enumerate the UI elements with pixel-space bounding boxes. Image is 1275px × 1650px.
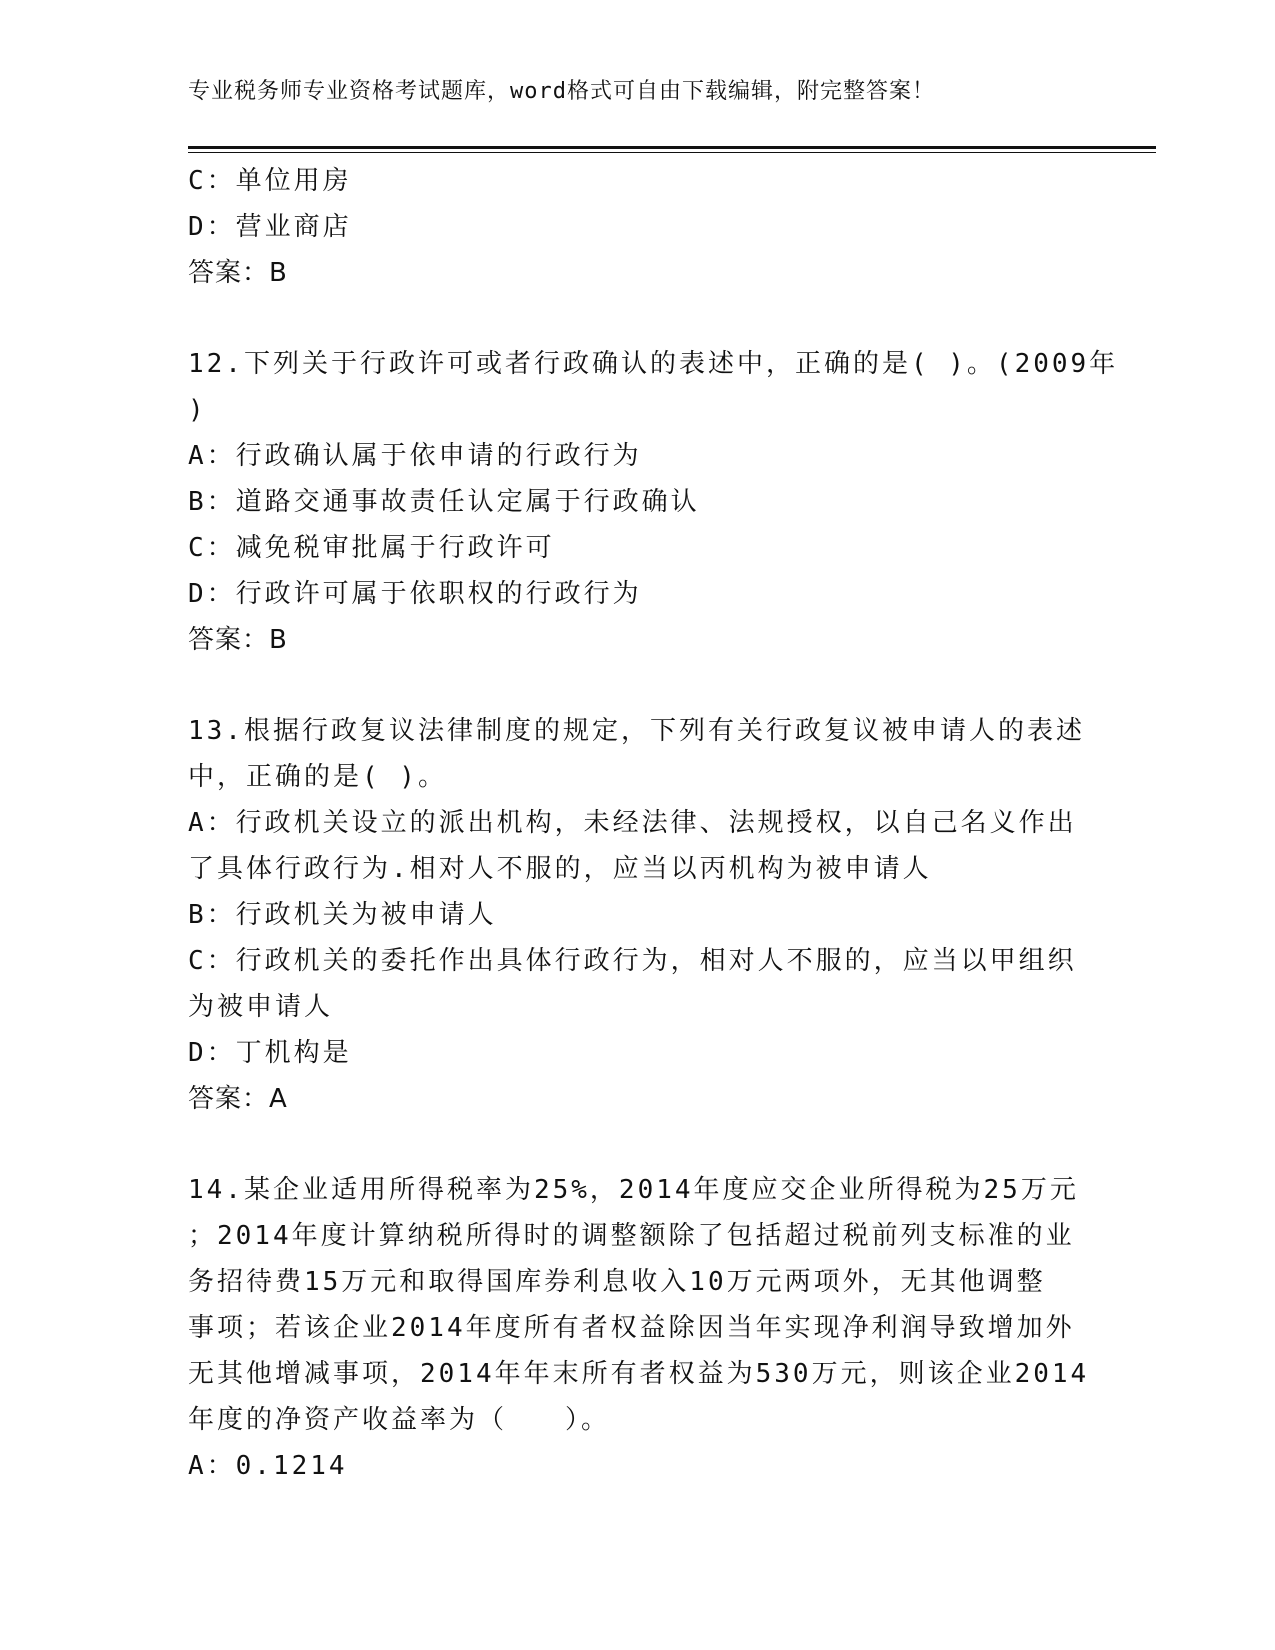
header-rule-thin (188, 152, 1156, 153)
answer-line: 答案：B (188, 258, 288, 288)
question-block (188, 1167, 1088, 1489)
option-line: C：减免税审批属于行政许可 (188, 533, 555, 563)
answer-line: 答案：B (188, 625, 288, 655)
question-stem: 13.根据行政复议法律制度的规定，下列有关行政复议被申请人的表述 (188, 716, 1085, 746)
option-line: A：行政确认属于依申请的行政行为 (188, 441, 642, 471)
option-line: D：丁机构是 (188, 1038, 352, 1068)
option-line: A：行政机关设立的派出机构，未经法律、法规授权，以自己名义作出 (188, 808, 1077, 838)
question-stem: 务招待费15万元和取得国库券利息收入10万元两项外，无其他调整 (188, 1267, 1046, 1297)
question-stem: 事项；若该企业2014年度所有者权益除因当年实现净利润导致增加外 (188, 1313, 1075, 1343)
question-block (188, 708, 1088, 1122)
option-line: D：营业商店 (188, 212, 352, 242)
page-header: 专业税务师专业资格考试题库，word格式可自由下载编辑，附完整答案！ (188, 79, 935, 104)
question-stem: ) (188, 395, 207, 425)
option-line: C：行政机关的委托作出具体行政行为，相对人不服的，应当以甲组织 (188, 946, 1077, 976)
option-line: A：0.1214 (188, 1451, 348, 1481)
question-stem: 14.某企业适用所得税率为25%，2014年度应交企业所得税为25万元 (188, 1175, 1079, 1205)
option-line: C：单位用房 (188, 166, 352, 196)
question-stem: 无其他增减事项，2014年年末所有者权益为530万元，则该企业2014 (188, 1359, 1090, 1389)
question-stem: 中，正确的是( )。 (188, 762, 447, 792)
question-stem: 12.下列关于行政许可或者行政确认的表述中，正确的是( )。(2009年 (188, 349, 1119, 379)
question-stem: 年度的净资产收益率为（ ）。 (188, 1405, 611, 1435)
option-line: D：行政许可属于依职权的行政行为 (188, 579, 642, 609)
question-block (188, 158, 1088, 296)
option-line: B：行政机关为被申请人 (188, 900, 497, 930)
header-rule-thick (188, 146, 1156, 149)
option-line: 为被申请人 (188, 992, 334, 1022)
option-line: B：道路交通事故责任认定属于行政确认 (188, 487, 700, 517)
question-block (188, 341, 1119, 663)
document-body (188, 158, 1119, 1489)
answer-line: 答案：A (188, 1084, 288, 1114)
question-stem: ；2014年度计算纳税所得时的调整额除了包括超过税前列支标准的业 (188, 1221, 1075, 1251)
option-line: 了具体行政行为.相对人不服的，应当以丙机构为被申请人 (188, 854, 932, 884)
